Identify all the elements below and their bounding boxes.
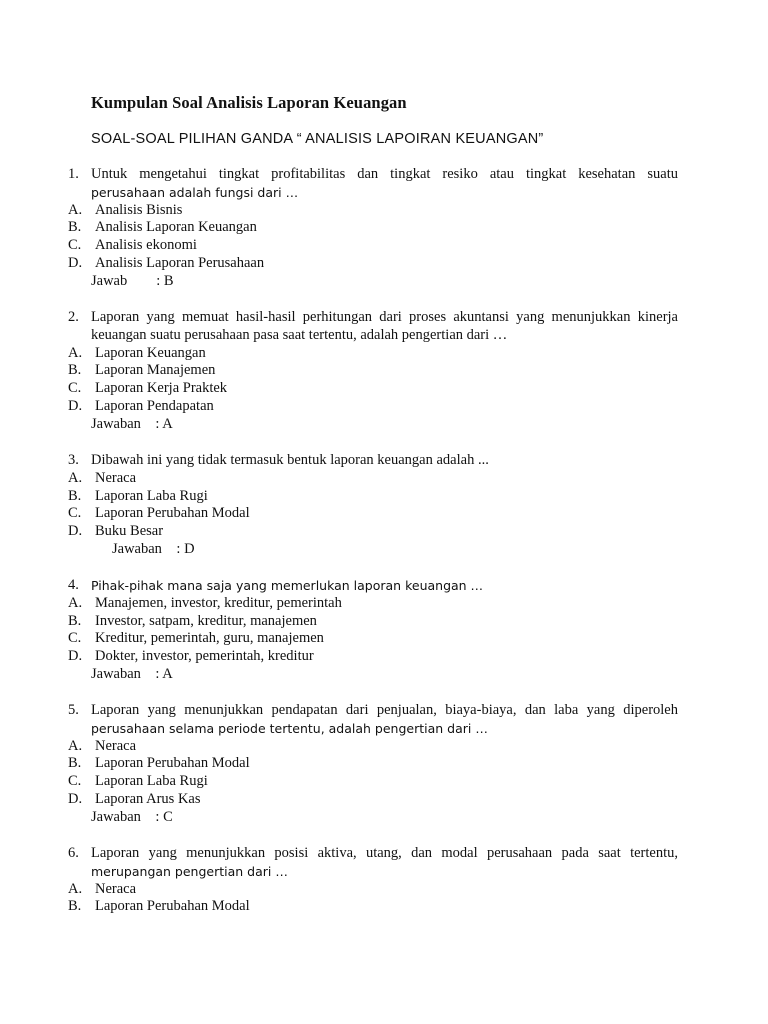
option-letter: A. bbox=[68, 344, 83, 361]
question-text-line2: keuangan suatu perusahaan pasa saat tertentu, adalah pengertian dari … bbox=[91, 326, 508, 343]
option-a bbox=[68, 595, 678, 613]
option-d bbox=[68, 523, 678, 541]
option-text: Buku Besar bbox=[95, 523, 164, 540]
answer-key: Jawaban : A bbox=[91, 415, 173, 432]
option-letter: A. bbox=[68, 469, 83, 486]
option-letter: B. bbox=[68, 755, 82, 772]
question-number: 4. bbox=[68, 577, 79, 593]
option-text: Analisis ekonomi bbox=[95, 237, 197, 254]
option-b bbox=[68, 362, 678, 380]
option-b bbox=[68, 488, 678, 506]
option-letter: D. bbox=[68, 523, 83, 540]
option-letter: C. bbox=[68, 237, 82, 254]
option-text: Laporan Kerja Praktek bbox=[95, 380, 228, 397]
option-c bbox=[68, 237, 678, 255]
option-text: Laporan Perubahan Modal bbox=[95, 755, 250, 772]
question-number: 5. bbox=[68, 702, 79, 718]
option-text: Laporan Keuangan bbox=[95, 344, 206, 361]
option-text: Laporan Pendapatan bbox=[95, 397, 214, 414]
option-text: Kreditur, pemerintah, guru, manajemen bbox=[95, 630, 324, 647]
option-b bbox=[68, 613, 678, 631]
option-text: Investor, satpam, kreditur, manajemen bbox=[95, 612, 317, 629]
answer-key: Jawaban : D bbox=[112, 540, 195, 557]
question-text-line1: Laporan yang menunjukkan posisi aktiva, utang, dan modal perusahaan pada saat tertentu, bbox=[91, 845, 678, 861]
question-number: 6. bbox=[68, 845, 79, 861]
option-letter: A. bbox=[68, 737, 83, 754]
question-4 bbox=[68, 577, 678, 684]
question-number: 1. bbox=[68, 166, 79, 182]
option-letter: D. bbox=[68, 648, 83, 665]
option-a bbox=[68, 470, 678, 488]
option-text: Laporan Arus Kas bbox=[95, 790, 201, 807]
option-b bbox=[68, 219, 678, 237]
option-letter: B. bbox=[68, 487, 82, 504]
question-6 bbox=[68, 845, 678, 916]
option-letter: C. bbox=[68, 505, 82, 522]
option-letter: C. bbox=[68, 380, 82, 397]
question-1 bbox=[68, 166, 678, 291]
option-text: Laporan Perubahan Modal bbox=[95, 898, 250, 915]
document-title: Kumpulan Soal Analisis Laporan Keuangan bbox=[91, 93, 407, 112]
option-c bbox=[68, 505, 678, 523]
option-letter: B. bbox=[68, 219, 82, 236]
option-letter: D. bbox=[68, 790, 83, 807]
question-text-line1: Laporan yang menunjukkan pendapatan dari penjualan, biaya-biaya, dan laba yang diperoleh bbox=[91, 702, 678, 718]
option-b bbox=[68, 755, 678, 773]
section-subtitle: SOAL-SOAL PILIHAN GANDA “ ANALISIS LAPOIRAN KEUANGAN” bbox=[91, 131, 544, 147]
option-text: Neraca bbox=[95, 469, 137, 486]
option-letter: A. bbox=[68, 201, 83, 218]
question-text-line1: Pihak-pihak mana saja yang memerlukan laporan keuangan … bbox=[91, 578, 484, 593]
option-c bbox=[68, 773, 678, 791]
option-text: Laporan Perubahan Modal bbox=[95, 505, 250, 522]
option-a bbox=[68, 881, 678, 899]
option-letter: B. bbox=[68, 898, 82, 915]
question-number: 2. bbox=[68, 309, 79, 325]
answer-key: Jawaban : C bbox=[91, 808, 173, 825]
option-letter: D. bbox=[68, 254, 83, 271]
question-2 bbox=[68, 309, 678, 434]
option-text: Laporan Laba Rugi bbox=[95, 773, 208, 790]
question-3 bbox=[68, 452, 678, 559]
question-5 bbox=[68, 702, 678, 827]
option-text: Dokter, investor, pemerintah, kreditur bbox=[95, 648, 314, 665]
question-text-line2: perusahaan selama periode tertentu, adalah pengertian dari … bbox=[91, 720, 488, 736]
option-text: Laporan Laba Rugi bbox=[95, 487, 208, 504]
option-d bbox=[68, 255, 678, 273]
option-c bbox=[68, 630, 678, 648]
question-text-line1: Untuk mengetahui tingkat profitabilitas dan tingkat resiko atau tingkat kesehatan suatu bbox=[91, 166, 678, 182]
option-text: Neraca bbox=[95, 880, 137, 897]
option-a bbox=[68, 345, 678, 363]
answer-key: Jawab : B bbox=[91, 272, 174, 289]
question-text-line2: perusahaan adalah fungsi dari … bbox=[91, 184, 299, 200]
option-text: Analisis Bisnis bbox=[95, 201, 183, 218]
option-text: Analisis Laporan Keuangan bbox=[95, 219, 257, 236]
question-number: 3. bbox=[68, 452, 79, 468]
option-letter: C. bbox=[68, 630, 82, 647]
option-text: Analisis Laporan Perusahaan bbox=[95, 254, 265, 271]
option-c bbox=[68, 380, 678, 398]
option-text: Laporan Manajemen bbox=[95, 362, 216, 379]
question-text-line1: Laporan yang memuat hasil-hasil perhitungan dari proses akuntansi yang menunjukkan kinerja bbox=[91, 309, 678, 325]
option-d bbox=[68, 791, 678, 809]
option-a bbox=[68, 738, 678, 756]
option-text: Neraca bbox=[95, 737, 137, 754]
option-text: Manajemen, investor, kreditur, pemerintah bbox=[95, 594, 342, 611]
option-letter: B. bbox=[68, 362, 82, 379]
option-d bbox=[68, 398, 678, 416]
option-a bbox=[68, 202, 678, 220]
option-letter: A. bbox=[68, 880, 83, 897]
option-letter: C. bbox=[68, 773, 82, 790]
option-d bbox=[68, 648, 678, 666]
option-letter: A. bbox=[68, 594, 83, 611]
question-text-line2: merupangan pengertian dari … bbox=[91, 863, 288, 879]
option-letter: D. bbox=[68, 397, 83, 414]
answer-key: Jawaban : A bbox=[91, 665, 173, 682]
option-letter: B. bbox=[68, 612, 82, 629]
question-text-line1: Dibawah ini yang tidak termasuk bentuk laporan keuangan adalah ... bbox=[91, 452, 489, 468]
option-b bbox=[68, 898, 678, 916]
